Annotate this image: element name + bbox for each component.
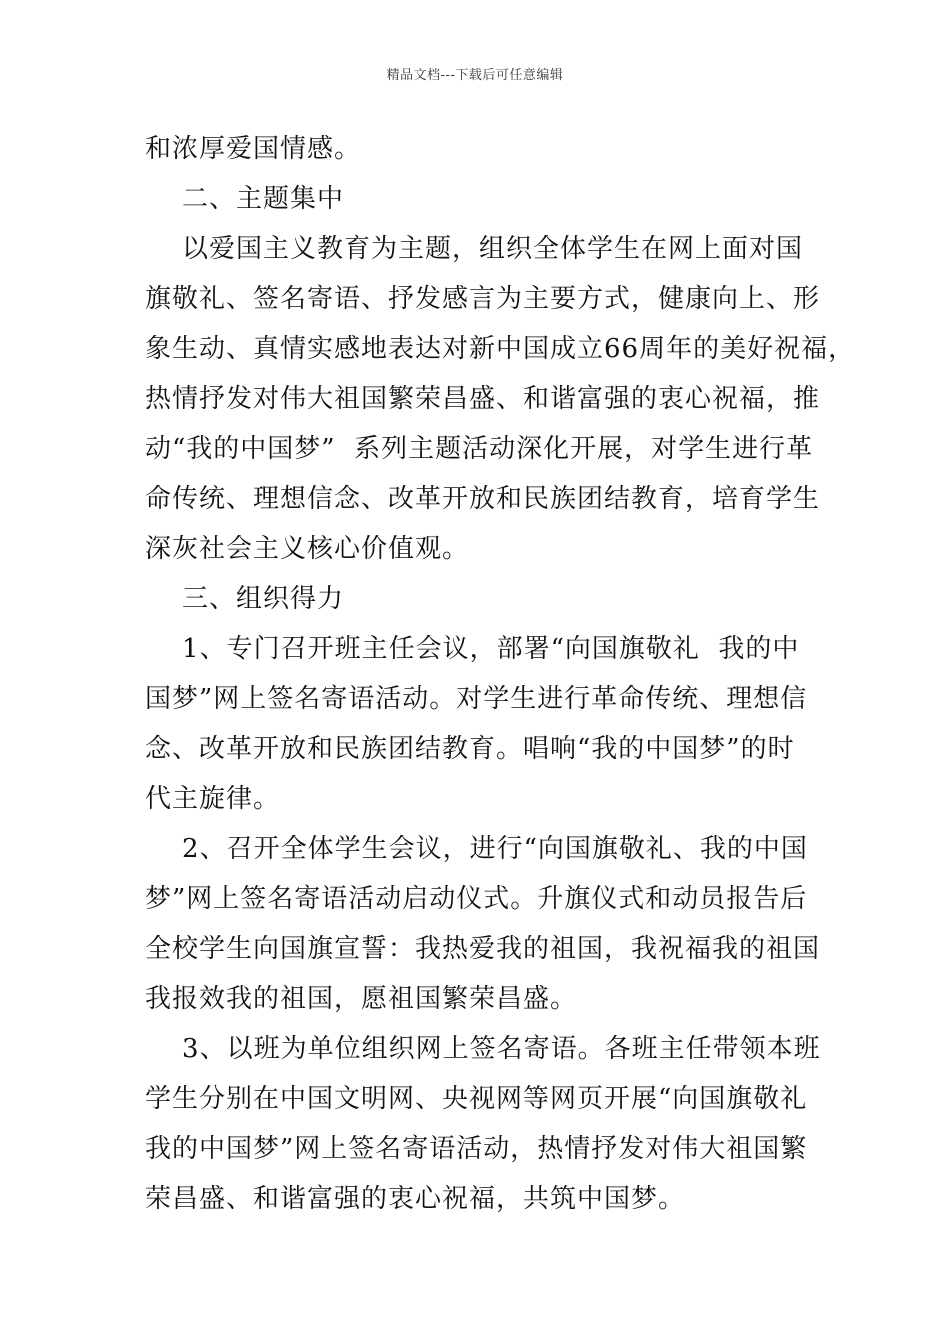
section-heading: 三、组织得力: [145, 584, 345, 614]
text-line: 动“我的中国梦” 系列主题活动深化开展，对学生进行革: [145, 434, 814, 464]
text-line: 全校学生向国旗宣誓：我热爱我的祖国，我祝福我的祖国: [145, 934, 821, 964]
text-line: 国梦”网上签名寄语活动。对学生进行革命传统、理想信: [145, 684, 808, 714]
text-line: 学生分别在中国文明网、央视网等网页开展“向国旗敬礼: [145, 1084, 808, 1114]
text-line: 代主旋律。: [145, 784, 281, 814]
text-line: 1、专门召开班主任会议，部署“向国旗敬礼 我的中: [145, 634, 800, 664]
text-line: 荣昌盛、和谐富强的衷心祝福，共筑中国梦。: [145, 1184, 686, 1214]
text-line: 和浓厚爱国情感。: [145, 134, 362, 164]
text-line: 深灰社会主义核心价值观。: [145, 534, 470, 564]
text-line: 2、召开全体学生会议，进行“向国旗敬礼、我的中国: [145, 834, 808, 864]
text-line: 3、以班为单位组织网上签名寄语。各班主任带领本班: [145, 1034, 821, 1064]
text-line: 旗敬礼、签名寄语、抒发感言为主要方式，健康向上、形: [145, 284, 821, 314]
section-heading: 二、主题集中: [145, 184, 345, 214]
text-line: 我报效我的祖国，愿祖国繁荣昌盛。: [145, 984, 578, 1014]
text-line: 梦”网上签名寄语活动启动仪式。升旗仪式和动员报告后: [145, 884, 808, 914]
document-body: [145, 124, 856, 1224]
text-line: 我的中国梦”网上签名寄语活动，热情抒发对伟大祖国繁: [145, 1134, 808, 1164]
text-line: 命传统、理想信念、改革开放和民族团结教育，培育学生: [145, 484, 821, 514]
text-line: 象生动、真情实感地表达对新中国成立66周年的美好祝福，: [145, 334, 856, 364]
page-header: 精品文档---下载后可任意编辑: [386, 68, 564, 83]
text-line: 热情抒发对伟大祖国繁荣昌盛、和谐富强的衷心祝福，推: [145, 384, 821, 414]
text-line: 念、改革开放和民族团结教育。唱响“我的中国梦”的时: [145, 734, 795, 764]
text-line: 以爱国主义教育为主题，组织全体学生在网上面对国: [145, 234, 804, 264]
